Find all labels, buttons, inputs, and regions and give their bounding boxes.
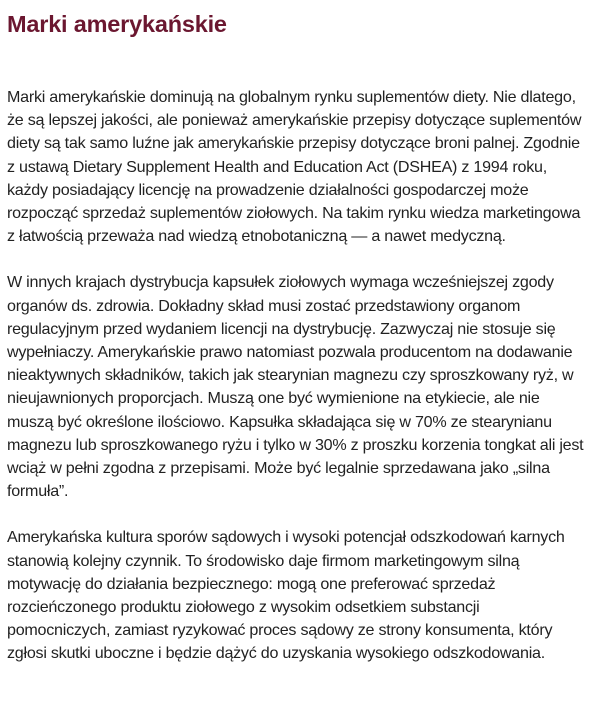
article-paragraph-2: W innych krajach dystrybucja kapsułek ziołowych wymaga wcześniejszej zgody organów ds. zdrowia. Dokładny skład musi zostać przedstawiony organom regulacyjnym przed wydaniem licencji na dystrybucję. Zazwyczaj nie stosuje się wypełniaczy. Amerykańskie prawo natomiast pozwala producentom na dodawanie nieaktywnych składników, takich jak stearynian magnezu czy sproszkowany ryż, w nieujawnionych proporcjach. Muszą one być wymienione na etykiecie, ale nie muszą być określone ilościowo. Kapsułka składająca się w 70% ze stearynianu magnezu lub sproszkowanego ryżu i tylko w 30% z proszku korzenia tongkat ali jest wciąż w pełni zgodna z przepisami. Może być legalnie sprzedawana jako „silna formuła”. xyxy=(7,273,584,501)
article-paragraph-1: Marki amerykańskie dominują na globalnym rynku suplementów diety. Nie dlatego, że są lepszej jakości, ale ponieważ amerykańskie przepisy dotyczące suplementów diety są tak samo luźne jak amerykańskie przepisy dotyczące broni palnej. Zgodnie z ustawą Dietary Supplement Health and Education Act (DSHEA) z 1994 roku, każdy posiadający licencję na prowadzenie działalności gospodarczej może rozpocząć sprzedaż suplementów ziołowych. Na takim rynku wiedza marketingowa z łatwością przeważa nad wiedzą etnobotaniczną — a nawet medyczną. xyxy=(7,88,582,246)
article-paragraph-3: Amerykańska kultura sporów sądowych i wysoki potencjał odszkodowań karnych stanowią kolejny czynnik. To środowisko daje firmom marketingowym silną motywację do działania bezpiecznego: mogą one preferować sprzedaż rozcieńczonego produktu ziołowego z wysokim odsetkiem substancji pomocniczych, zamiast ryzykować proces sądowy ze strony konsumenta, który zgłosi skutki uboczne i będzie dążyć do uzyskania wysokiego odszkodowania. xyxy=(7,528,565,663)
article-title: Marki amerykańskie xyxy=(7,11,227,37)
article-body xyxy=(7,86,586,666)
